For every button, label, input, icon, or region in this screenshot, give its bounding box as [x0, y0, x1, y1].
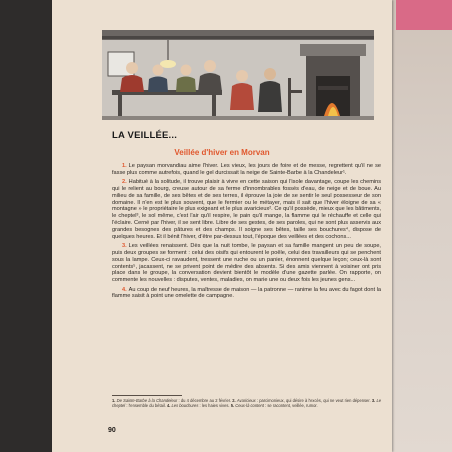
background-right — [392, 0, 452, 452]
paragraph-number: 2. — [122, 179, 127, 186]
paragraph-number: 1. — [122, 163, 127, 169]
page-number: 90 — [108, 427, 116, 434]
paragraph-1 — [112, 163, 381, 177]
paragraph-text: Habitué à la solitude, il trouve plaisir à vivre en cette saison qui l'isole davantage, coupe les chemins qui le relient au bourg, creuse autour de sa ferme d'innombrables fossés d'eau, de neige et de boue. Au milieu de sa famille, de ses bêtes et de ses terres, il éprouve la joie de se sentir le seul possesseur de son domaine. Il n'en est le plus souvent, que le fermier ou le métayer, mais il sait que l'hiver éloigne de sa « montagne » le propriétaire le plus exigeant et le plus avaricieux². Ce qu'il possède, mieux que les bâtiments, le cheptel³, le sol même, c'est l'air qu'il respire, le pain qu'il mange, la flamme qui le réchauffe et celle qui l'éclaire. Cerné par l'hiver, il se sent libre. Libre de ses gestes, de ses paroles, qui ne sont plus asservis aux grandes besognes des pâtures et des champs. Il soigne ses bêtes, taille ses bouchures⁴, dispose de quelques heures. Et il bénit l'hiver, d'être par-dessus tout, l'époque des veillées et des cochons... — [112, 179, 381, 240]
paragraph-3 — [112, 243, 381, 284]
paragraph-number: 4. — [122, 286, 127, 293]
footnote-item: 3. Le cheptel : l'ensemble du bétail. — [112, 398, 382, 409]
paragraph-text: Le paysan morvandiau aime l'hiver. Les vieux, les jours de foire et de messe, regrettent qu'il ne se fasse plus comme autrefois, quand le gel durcissait la neige de Sainte-Barbe à la Chandeleur¹. — [112, 163, 381, 176]
footnote-item: 5. Ceux-là content : se racontent, veillée, rumor. — [230, 403, 318, 409]
article-subtitle: Veillée d'hiver en Morvan — [174, 148, 270, 157]
footnote-item: 1. De Sainte-Barbe à la Chandeleur : du 4 décembre au 2 février. — [112, 398, 232, 403]
book-page — [52, 0, 392, 452]
paragraph-4 — [112, 287, 381, 301]
paragraph-number: 3. — [122, 243, 127, 250]
footnote-item: 4. Les bouchures : les haies vives. — [166, 403, 230, 409]
winter-evening-hearth-scene-illustration — [102, 30, 374, 120]
article-body — [112, 163, 381, 303]
section-title: LA VEILLÉE... — [112, 130, 178, 141]
footnote-item: 2. Avaricieux : parcimonieux, qui désire à l'excès, qui ne veut rien dépenser. — [232, 398, 371, 403]
paragraph-text: Les veillées renaissent. Dès que la nuit tombe, le paysan et sa famille mangent un peu de soupe, puis deux groupes se forment : celui des oisifs qui entourent le poêle, celui des travailleurs qui se penchent sous la lampe. Ceux-ci ravaudent, tressent une ruche ou un panier, énonnent quelque leçon; ceux-là sont contents⁵, jacassent, ne se privent point de médire des absents. Si des amis viennent à voisiner ont pris place dans le groupe, la conversation devient bientôt le modèle d'une gazette parlée. On rapporte, on commente les nouvelles : disputes, ventes, maladies, on marie une ou deux fois les jeunes gens... — [112, 243, 381, 284]
footnotes — [112, 398, 381, 408]
background-right-corner — [396, 0, 452, 30]
footnote-divider — [112, 395, 182, 396]
paragraph-2 — [112, 179, 381, 241]
paragraph-text: Au coup de neuf heures, la maîtresse de maison — la patronne — ranime la feu avec du fagot dont la flamme saisit à point une omelette de campagne. — [112, 286, 381, 300]
